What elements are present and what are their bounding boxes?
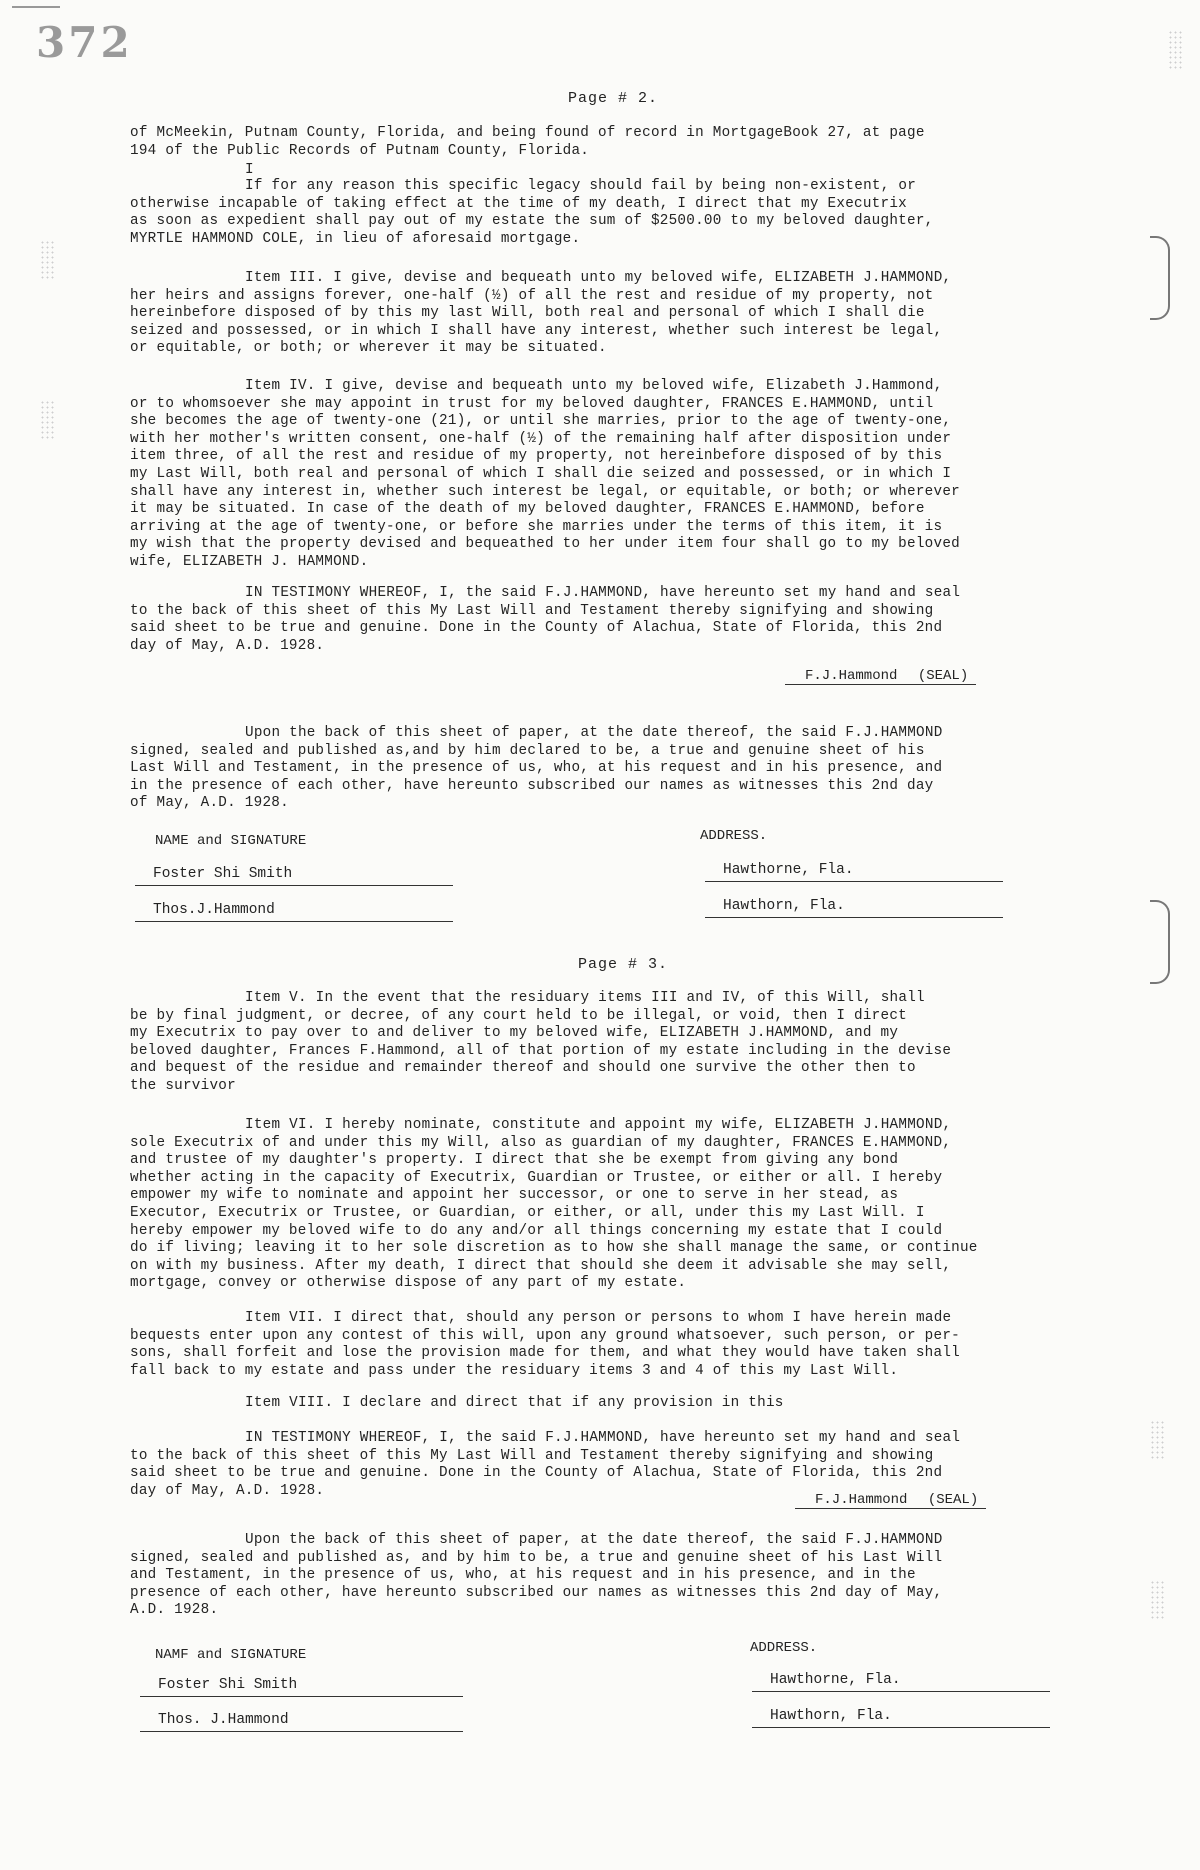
mortgage-reference-paragraph: of McMeekin, Putnam County, Florida, and being found of record in MortgageBook 27, at page 194 of the Public Records of Putnam County, Florida. — [130, 125, 925, 159]
testimony-paragraph-2: IN TESTIMONY WHEREOF, I, the said F.J.HAMMOND, have hereunto set my hand and seal to the back of this sheet of this My Last Will and Testament thereby signifying and showing said sheet to be true and genuine. Done in the County of Alachua, State of Florida, this 2nd day of May, A.D. 1928. — [130, 585, 961, 654]
item-v-paragraph: Item V. In the event that the residuary items III and IV, of this Will, shall be by final judgment, or decree, of any court held to be illegal, or void, then I direct my Executrix to pay over to and deliver to my beloved wife, ELIZABETH J.HAMMOND, and my beloved daughter, Frances F.Hammond, all of that portion of my estate including in the devise and bequest of the residue and remainder thereof and should one survive the other then to the survivor — [130, 990, 952, 1094]
witness-name: Foster Shi Smith — [153, 866, 293, 882]
seal-mark: (SEAL) — [917, 668, 969, 684]
testimony-paragraph-3: IN TESTIMONY WHEREOF, I, the said F.J.HAMMOND, have hereunto set my hand and seal to the back of this sheet of this My Last Will and Testament thereby signifying and showing said sheet to be true and genuine. Done in the County of Alachua, State of Florida, this 2nd day of May, A.D. 1928. — [130, 1430, 961, 1499]
item-iv-paragraph: Item IV. I give, devise and bequeath unto my beloved wife, Elizabeth J.Hammond, or to whomsoever she may appoint in trust for my beloved daughter, FRANCES E.HAMMOND, until she becomes the age of twenty-one (21), or until she marries, prior to the age of twenty-one, with her mother's written consent, one-half (½) of the remaining half after disposition under item three, of all the rest and residue of my property, not hereinbefore disposed of by this my Last Will, both real and personal of which I shall die seized and possessed, or in which I shall have any interest in, whether such interest be legal, or equitable, or both; or wherever it may be situated. In case of the death of my beloved daughter, FRANCES E.HAMMOND, before arriving at the age of twenty-one, or before she marries under the terms of this item, it is my wish that the property devised and bequeathed to her under item four shall go to my beloved wife, ELIZABETH J. HAMMOND. — [130, 378, 960, 570]
scan-speckle — [1150, 1580, 1164, 1620]
seal-mark: (SEAL) — [927, 1492, 979, 1508]
name-signature-label: NAME and SIGNATURE — [155, 833, 307, 849]
item-iii-paragraph: Item III. I give, devise and bequeath unto my beloved wife, ELIZABETH J.HAMMOND, her heirs and assigns forever, one-half (½) of all the rest and residue of my property, not hereinbefore disposed of by this my last Will, both real and personal of which I shall die seized and possessed, or in which I shall have any interest, whether such interest be legal, or equitable, or both; or wherever it may be situated. — [130, 270, 952, 357]
scan-speckle — [1168, 30, 1182, 70]
scan-speckle — [1150, 1420, 1164, 1460]
witness-name-line — [140, 1712, 463, 1732]
attestation-paragraph-3: Upon the back of this sheet of paper, at the date thereof, the said F.J.HAMMOND signed, sealed and published as, and by him to be, a true and genuine sheet of his Last Will and Testament, in the presence of us, who, at his request and in his presence, and in the presence of each other, have hereunto subscribed our names as witnesses this 2nd day of May, A.D. 1928. — [130, 1532, 943, 1619]
scan-speckle — [40, 400, 54, 440]
margin-bracket-bottom — [1150, 900, 1170, 984]
witness-address-line — [705, 898, 1003, 918]
testator-signature: F.J.Hammond — [815, 1492, 908, 1508]
name-signature-label: NAMF and SIGNATURE — [155, 1647, 307, 1663]
witness-name-line — [135, 866, 453, 886]
scan-speckle — [40, 240, 54, 280]
page-header-2: Page # 2. — [568, 90, 659, 107]
margin-mark: I — [245, 162, 254, 178]
witness-address: Hawthorne, Fla. — [770, 1672, 901, 1688]
testator-signature: F.J.Hammond — [805, 668, 898, 684]
item-viii-paragraph: Item VIII. I declare and direct that if any provision in this — [245, 1395, 784, 1411]
witness-address: Hawthorn, Fla. — [770, 1708, 892, 1724]
margin-bracket-top — [1150, 236, 1170, 320]
record-page-stamp: 372 — [36, 18, 133, 67]
witness-address: Hawthorne, Fla. — [723, 862, 854, 878]
witness-name: Thos. J.Hammond — [158, 1712, 289, 1728]
witness-address-line — [705, 862, 1003, 882]
witness-address: Hawthorn, Fla. — [723, 898, 845, 914]
address-label: ADDRESS. — [700, 828, 768, 844]
witness-address-line — [752, 1708, 1050, 1728]
testator-signature-line-2 — [785, 668, 976, 685]
witness-name: Thos.J.Hammond — [153, 902, 275, 918]
address-label: ADDRESS. — [750, 1640, 818, 1656]
witness-name-line — [135, 902, 453, 922]
item-vi-paragraph: Item VI. I hereby nominate, constitute and appoint my wife, ELIZABETH J.HAMMOND, sole Executrix of and under this my Will, also as guardian of my daughter, FRANCES E.HAMMOND, and trustee of my daughter's property. I direct that she be exempt from giving any bond whether acting in the capacity of Executrix, Guardian or Trustee, or either or all. I hereby empower my wife to nominate and appoint her successor, or one to serve in her stead, as Executor, Executrix or Trustee, or Guardian, or either, or all, under this my Last Will. I hereby empower my beloved wife to do any and/or all things concerning my estate that I could do if living; leaving it to her sole discretion as to how she shall manage the same, or continue on with my business. After my death, I direct that should she deem it advisable she may sell, mortgage, convey or otherwise dispose of any part of my estate. — [130, 1117, 978, 1292]
item-vii-paragraph: Item VII. I direct that, should any person or persons to whom I have herein made bequests enter upon any contest of this will, upon any ground whatsoever, such person, or per- sons, shall forfeit and lose the provision made for them, and what they would have taken shall fall back to my estate and pass under the residuary items 3 and 4 of this my Last Will. — [130, 1310, 960, 1379]
witness-address-line — [752, 1672, 1050, 1692]
attestation-paragraph-2: Upon the back of this sheet of paper, at the date thereof, the said F.J.HAMMOND signed, sealed and published as,and by him declared to be, a true and genuine sheet of his Last Will and Testament, in the presence of us, who, at his request and in his presence, and in the presence of each other, have hereunto subscribed our names as witnesses this 2nd day of May, A.D. 1928. — [130, 725, 943, 812]
corner-scan-mark — [12, 6, 60, 8]
page-header-3: Page # 3. — [578, 956, 669, 973]
witness-name: Foster Shi Smith — [158, 1677, 298, 1693]
witness-name-line — [140, 1677, 463, 1697]
legacy-paragraph: If for any reason this specific legacy should fail by being non-existent, or otherwise incapable of taking effect at the time of my death, I direct that my Executrix as soon as expedient shall pay out of my estate the sum of $2500.00 to my beloved daughter, MYRTLE HAMMOND COLE, in lieu of aforesaid mortgage. — [130, 178, 934, 247]
testator-signature-line-3 — [795, 1492, 986, 1509]
